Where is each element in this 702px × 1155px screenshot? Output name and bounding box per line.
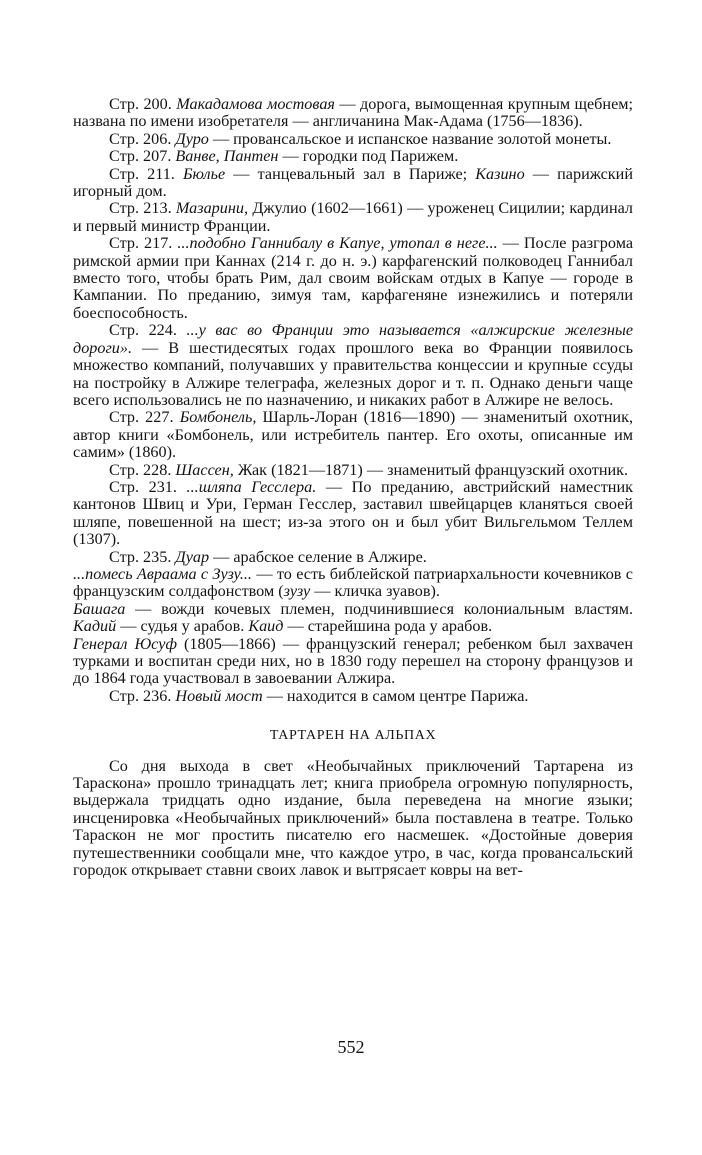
note-text: — арабское селение в Алжире. (209, 547, 427, 566)
note-text: — судья у арабов. (116, 617, 249, 636)
note-236 (73, 688, 633, 705)
note-ref: Стр. 231. (109, 477, 177, 496)
note-231 (73, 479, 633, 549)
note-term: Шассен, (175, 460, 234, 479)
note-term: ...у вас во Франции это называется «алжирские железные дороги». (73, 321, 634, 357)
note-ref: Стр. 207. (109, 147, 172, 166)
note-text: Жак (1821—1871) — знаменитый французский охотник. (233, 460, 629, 479)
note-text: — старейшина рода у арабов. (283, 617, 493, 636)
note-term: Дуар (175, 547, 210, 566)
note-text: — танцевальный зал в Париже; (225, 164, 476, 183)
note-term: ...подобно Ганнибалу в Капуе, утопал в неге... (177, 234, 498, 253)
page-number: 552 (337, 1037, 365, 1057)
note-text: — провансальское и испанское название золотой монеты. (208, 129, 612, 148)
note-ref: Стр. 227. (109, 408, 174, 427)
note-term: Новый мост (175, 686, 263, 705)
note-ref: Стр. 235. (109, 547, 172, 566)
note-term: Каид (248, 617, 284, 636)
note-term: Башага (73, 599, 126, 618)
section-heading: ТАРТАРЕН НА АЛЬПАХ (269, 728, 437, 744)
note-text: — После разгрома римской армии при Каннах (214 г. до н. э.) карфагенский полководец Ганнибал вместо того, чтобы брать Рим, дал своим войскам отдых в Капуе — городе в Кампании. По преданию, зимуя там, карфагеняне изнежились и потеряли боеспособность. (73, 234, 634, 322)
note-text: — В шестидесятых годах прошлого века во Франции появилось множество компаний, получавших у правительства концессии и крупные ссуды на постройку в Алжире телеграфа, железных дорог и т. п. Однако деньги чаще всего использовались не по назначению, и никаких работ в Алжире не велось. (73, 338, 633, 409)
note-text: — то есть библейской патриархальности кочевников с французским солдафонством ( (73, 564, 633, 601)
note-228 (73, 462, 633, 479)
note-term: зузу (283, 582, 311, 601)
note-text: Шарль-Лоран (1816—1890) — знаменитый охотник, автор книги «Бомбонель, или истребитель пантер. Его охоты, описанные им самим» (1860). (73, 408, 634, 462)
note-217 (73, 235, 633, 322)
note-term: Генерал Юсуф (73, 634, 177, 653)
note-ref: Стр. 217. (109, 234, 173, 253)
note-term: ...шляпа Гесслера. (186, 477, 317, 496)
subnote-yusuf (73, 636, 633, 688)
note-term: Бюлье (183, 164, 226, 183)
note-term: ...помесь Авраама с Зузу... (73, 564, 252, 583)
note-text: — дорога, вымощенная крупным щебнем; названа по имени изобретателя — англичанина Мак-Адама (1756—1836). (73, 95, 634, 131)
note-ref: Стр. 228. (109, 460, 172, 479)
note-text: — городки под Парижем. (278, 147, 459, 166)
note-term: Кадий (73, 617, 117, 636)
note-term: Ванве, Пантен (175, 147, 279, 166)
note-ref: Стр. 200. (109, 95, 172, 113)
subnote-abraham (73, 566, 633, 601)
note-ref: Стр. 224. (109, 321, 177, 340)
note-211 (73, 166, 633, 201)
note-235 (73, 549, 633, 566)
note-text: (1805—1866) — французский генерал; ребенком был захвачен турками и воспитан среди них, но в 1830 году перешел на сторону французов и до 1864 года участвовал в завоевании Алжира. (73, 634, 633, 688)
note-ref: Стр. 213. (109, 199, 172, 218)
note-text: — По преданию, австрийский наместник кантонов Швиц и Ури, Герман Гесслер, заставил швейцарцев кланяться своей шляпе, повешенной на шест; из-за этого он и был убит Вильгельмом Теллем (1307). (73, 477, 633, 549)
notes-page (73, 96, 633, 879)
note-text: — кличка зуавов). (310, 582, 440, 601)
note-term: Бомбонель, (179, 408, 257, 427)
note-207 (73, 148, 633, 165)
note-term: Казино (475, 164, 525, 183)
note-text: — парижский игорный дом. (73, 164, 633, 201)
note-term: Мазарини, (175, 199, 249, 218)
note-text: Джулио (1602—1661) — уроженец Сицилии; кардинал и первый министр Франции. (73, 199, 634, 235)
note-term: Дуро (175, 129, 209, 148)
note-term: Макадамова мостовая (176, 95, 335, 113)
note-ref: Стр. 206. (109, 129, 172, 148)
note-206 (73, 131, 633, 148)
note-213 (73, 200, 633, 235)
note-224 (73, 322, 633, 409)
note-ref: Стр. 236. (109, 686, 172, 705)
section-paragraph: Со дня выхода в свет «Необычайных приключений Тартарена из Тараскона» прошло тринадцать лет; книга приобрела огромную популярность, выдержала тридцать одно издание, была переведена на многие языки; инсценировка «Необычайных приключений» была поставлена в театре. Только Тараскон не мог простить писателю его насмешек. «Достойные доверия путешественники сообщали мне, что каждое утро, в час, когда провансальский городок открывает ставни своих лавок и вытрясает ковры на вет- (73, 756, 633, 880)
note-227 (73, 409, 633, 461)
note-200 (73, 96, 633, 131)
note-ref: Стр. 211. (109, 164, 175, 183)
subnote-bashaga (73, 601, 633, 636)
note-text: — вожди кочевых племен, подчинившиеся колониальным властям. (125, 599, 633, 618)
note-text: — находится в самом центре Парижа. (262, 686, 529, 705)
